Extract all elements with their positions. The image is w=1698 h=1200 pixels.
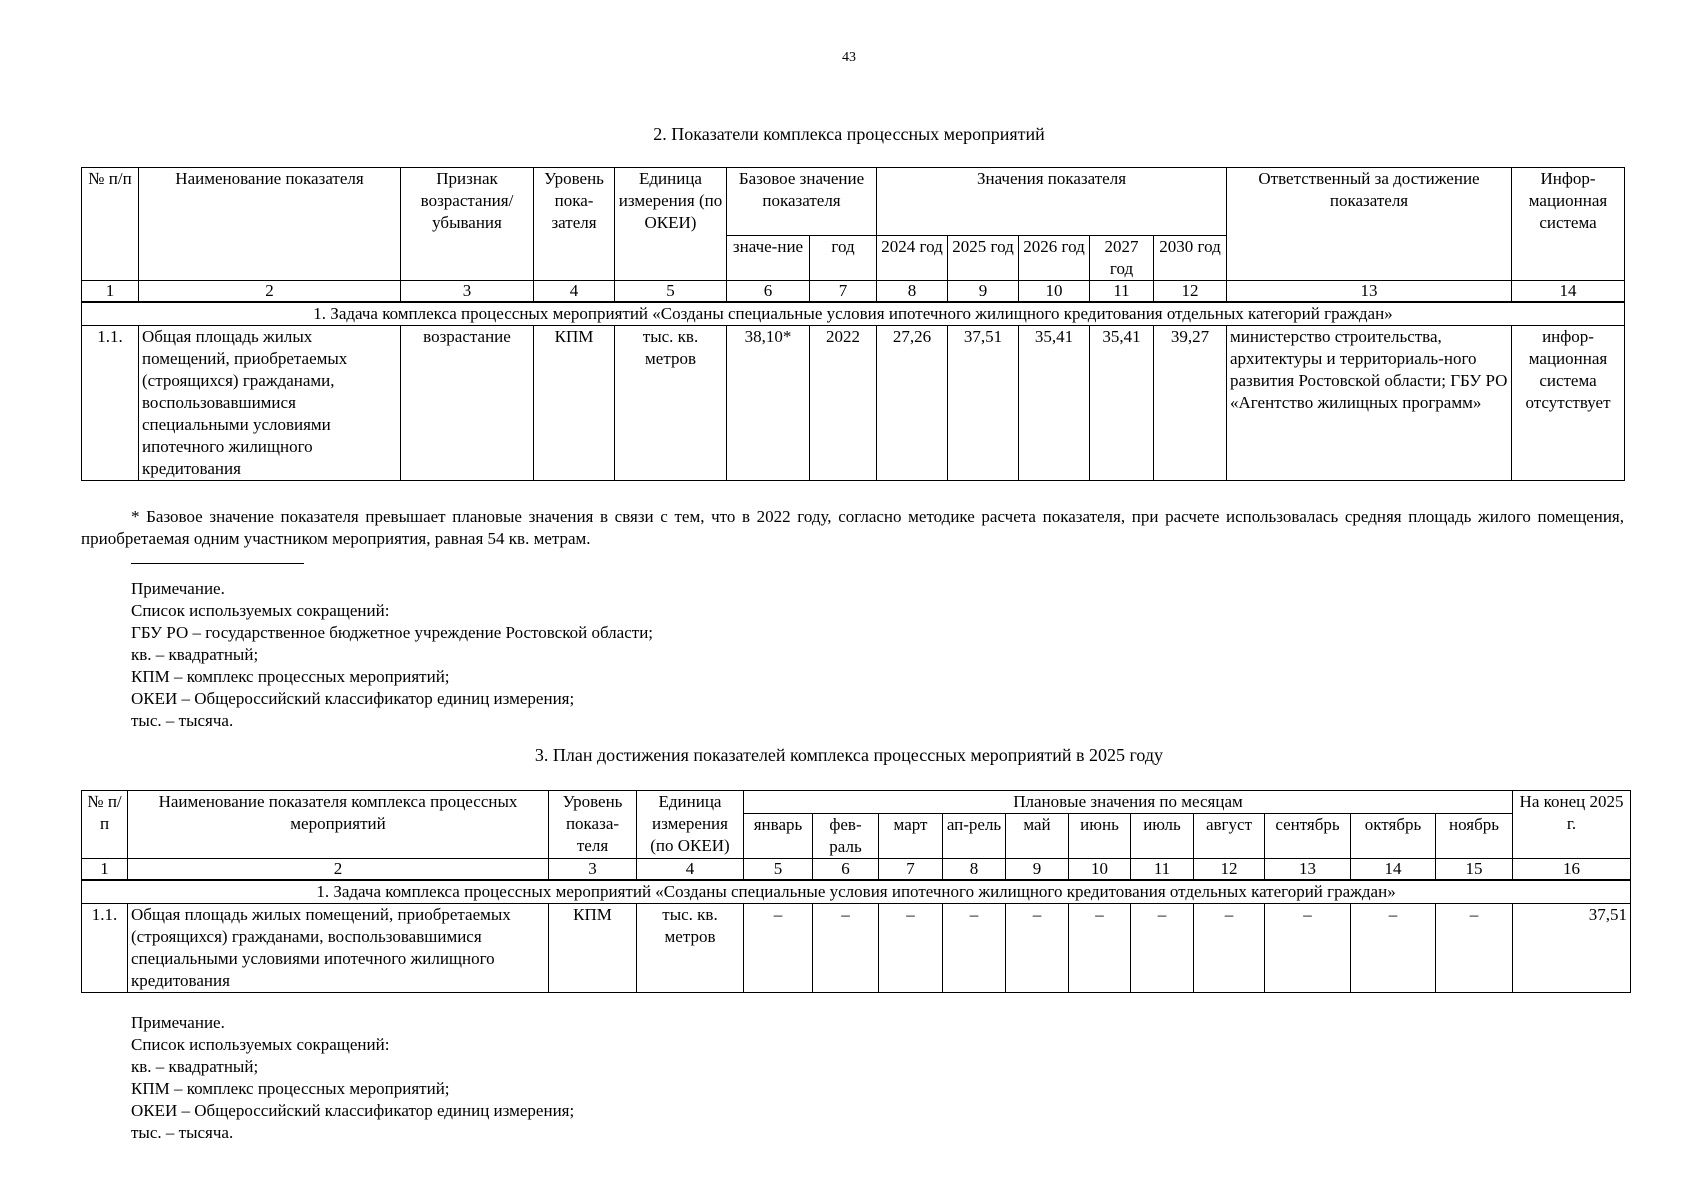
month-jul: июль [1131,814,1194,859]
col-number: 15 [1436,859,1513,881]
col-number: 9 [1006,859,1069,881]
row-month-value: – [1131,904,1194,993]
task-row: 1. Задача комплекса процессных мероприятий «Созданы специальные условия ипотечного жилищного кредитования отдельных категорий граждан» [82,302,1625,326]
row-base-year: 2022 [810,326,877,481]
column-numbers-row [82,859,1631,881]
header-responsible: Ответственный за достижение показателя [1227,168,1512,281]
header-2030: 2030 год [1154,236,1227,281]
col-number: 5 [615,281,727,303]
row-level: КПМ [534,326,615,481]
row-value-2027: 35,41 [1090,326,1154,481]
abbreviations-note-1 [131,578,653,732]
header-num: № п/п [82,168,139,281]
header-2027: 2027 год [1090,236,1154,281]
row-level: КПМ [549,904,637,993]
col-number: 1 [82,859,128,881]
month-mar: март [879,814,943,859]
header-2026: 2026 год [1019,236,1090,281]
header-name: Наименование показателя [139,168,401,281]
column-numbers-row [82,281,1625,303]
header-sign: Признак возрастания/ убывания [401,168,534,281]
plan-table [81,790,1631,993]
row-month-value: – [1265,904,1351,993]
col-number: 11 [1090,281,1154,303]
row-month-value: – [1351,904,1436,993]
note-line: кв. – квадратный; [131,1057,259,1076]
row-value-2026: 35,41 [1019,326,1090,481]
col-number: 5 [744,859,813,881]
note-line: Примечание. [131,1013,225,1032]
note-line: КПМ – комплекс процессных мероприятий; [131,1079,450,1098]
row-month-value: – [1436,904,1513,993]
month-jun: июнь [1069,814,1131,859]
note-line: кв. – квадратный; [131,645,259,664]
note-line: ОКЕИ – Общероссийский классификатор единиц измерения; [131,689,575,708]
indicators-table [81,167,1625,481]
row-indicator-name: Общая площадь жилых помещений, приобретаемых (строящихся) гражданами, воспользовавшимися специальными условиями ипотечного жилищного кредитования [128,904,549,993]
header-num: № п/п [82,791,128,859]
col-number: 7 [810,281,877,303]
col-number: 6 [813,859,879,881]
col-number: 8 [943,859,1006,881]
header-unit: Единица измерения (по ОКЕИ) [637,791,744,859]
month-apr: ап-рель [943,814,1006,859]
header-monthly: Плановые значения по месяцам [744,791,1513,814]
row-info-system: инфор-мационная система отсутствует [1512,326,1625,481]
col-number: 2 [128,859,549,881]
header-name: Наименование показателя комплекса процессных мероприятий [128,791,549,859]
header-unit: Единица измерения (по ОКЕИ) [615,168,727,281]
section-3-title: 3. План достижения показателей комплекса процессных мероприятий в 2025 году [534,745,1164,765]
header-info-system: Инфор-мационная система [1512,168,1625,281]
row-value-2025: 37,51 [948,326,1019,481]
col-number: 7 [879,859,943,881]
col-number: 14 [1351,859,1436,881]
row-value-2030: 39,27 [1154,326,1227,481]
row-month-value: – [1069,904,1131,993]
footnote: * Базовое значение показателя превышает плановые значения в связи с тем, что в 2022 году, согласно методике расчета показателя, при расчете использовалась средняя площадь жилого помещения, приобретаемая одним участником мероприятия, равная 54 кв. метрам. [81,507,1624,548]
note-line: ОКЕИ – Общероссийский классификатор единиц измерения; [131,1101,575,1120]
page-number: 43 [842,50,856,65]
col-number: 11 [1131,859,1194,881]
row-month-value: – [943,904,1006,993]
header-values: Значения показателя [877,168,1227,236]
row-responsible: министерство строительства, архитектуры и территориаль-ного развития Ростовской области; ГБУ РО «Агентство жилищных программ» [1227,326,1512,481]
col-number: 3 [401,281,534,303]
col-number: 9 [948,281,1019,303]
header-base-value: значе-ние [727,236,810,281]
row-month-value: – [879,904,943,993]
col-number: 13 [1227,281,1512,303]
col-number: 2 [139,281,401,303]
col-number: 1 [82,281,139,303]
month-oct: октябрь [1351,814,1436,859]
header-level: Уровень пока-зателя [534,168,615,281]
section-2-title: 2. Показатели комплекса процессных мероприятий [653,124,1045,144]
task-row: 1. Задача комплекса процессных мероприятий «Созданы специальные условия ипотечного жилищного кредитования отдельных категорий граждан» [82,880,1631,904]
row-base-value: 38,10* [727,326,810,481]
note-line: Примечание. [131,579,225,598]
col-number: 6 [727,281,810,303]
month-aug: август [1194,814,1265,859]
note-line: тыс. – тысяча. [131,711,234,730]
row-indicator-name: Общая площадь жилых помещений, приобретаемых (строящихся) гражданами, воспользовавшимися специальными условиями ипотечного жилищного кредитования [139,326,401,481]
row-year-end-value: 37,51 [1513,904,1631,993]
footnote-divider [131,563,304,564]
note-line: ГБУ РО – государственное бюджетное учреждение Ростовской области; [131,623,654,642]
header-year-end: На конец 2025 г. [1513,791,1631,859]
col-number: 4 [534,281,615,303]
row-month-value: – [744,904,813,993]
row-value-2024: 27,26 [877,326,948,481]
col-number: 16 [1513,859,1631,881]
month-sep: сентябрь [1265,814,1351,859]
col-number: 12 [1154,281,1227,303]
abbreviations-note-2 [131,1012,574,1144]
header-2025: 2025 год [948,236,1019,281]
col-number: 13 [1265,859,1351,881]
row-sign: возрастание [401,326,534,481]
row-month-value: – [1006,904,1069,993]
col-number: 14 [1512,281,1625,303]
note-line: Список используемых сокращений: [131,1035,390,1054]
col-number: 3 [549,859,637,881]
col-number: 10 [1069,859,1131,881]
month-jan: январь [744,814,813,859]
header-base: Базовое значение показателя [727,168,877,236]
header-level: Уровень показа-теля [549,791,637,859]
month-may: май [1006,814,1069,859]
note-line: КПМ – комплекс процессных мероприятий; [131,667,450,686]
row-month-value: – [1194,904,1265,993]
col-number: 12 [1194,859,1265,881]
table-row [82,904,1631,993]
month-feb: фев-раль [813,814,879,859]
row-num: 1.1. [82,904,128,993]
col-number: 4 [637,859,744,881]
col-number: 10 [1019,281,1090,303]
row-num: 1.1. [82,326,139,481]
row-unit: тыс. кв. метров [615,326,727,481]
header-2024: 2024 год [877,236,948,281]
note-line: Список используемых сокращений: [131,601,390,620]
col-number: 8 [877,281,948,303]
table-row [82,326,1625,481]
header-base-year: год [810,236,877,281]
month-nov: ноябрь [1436,814,1513,859]
row-month-value: – [813,904,879,993]
row-unit: тыс. кв. метров [637,904,744,993]
note-line: тыс. – тысяча. [131,1123,234,1142]
